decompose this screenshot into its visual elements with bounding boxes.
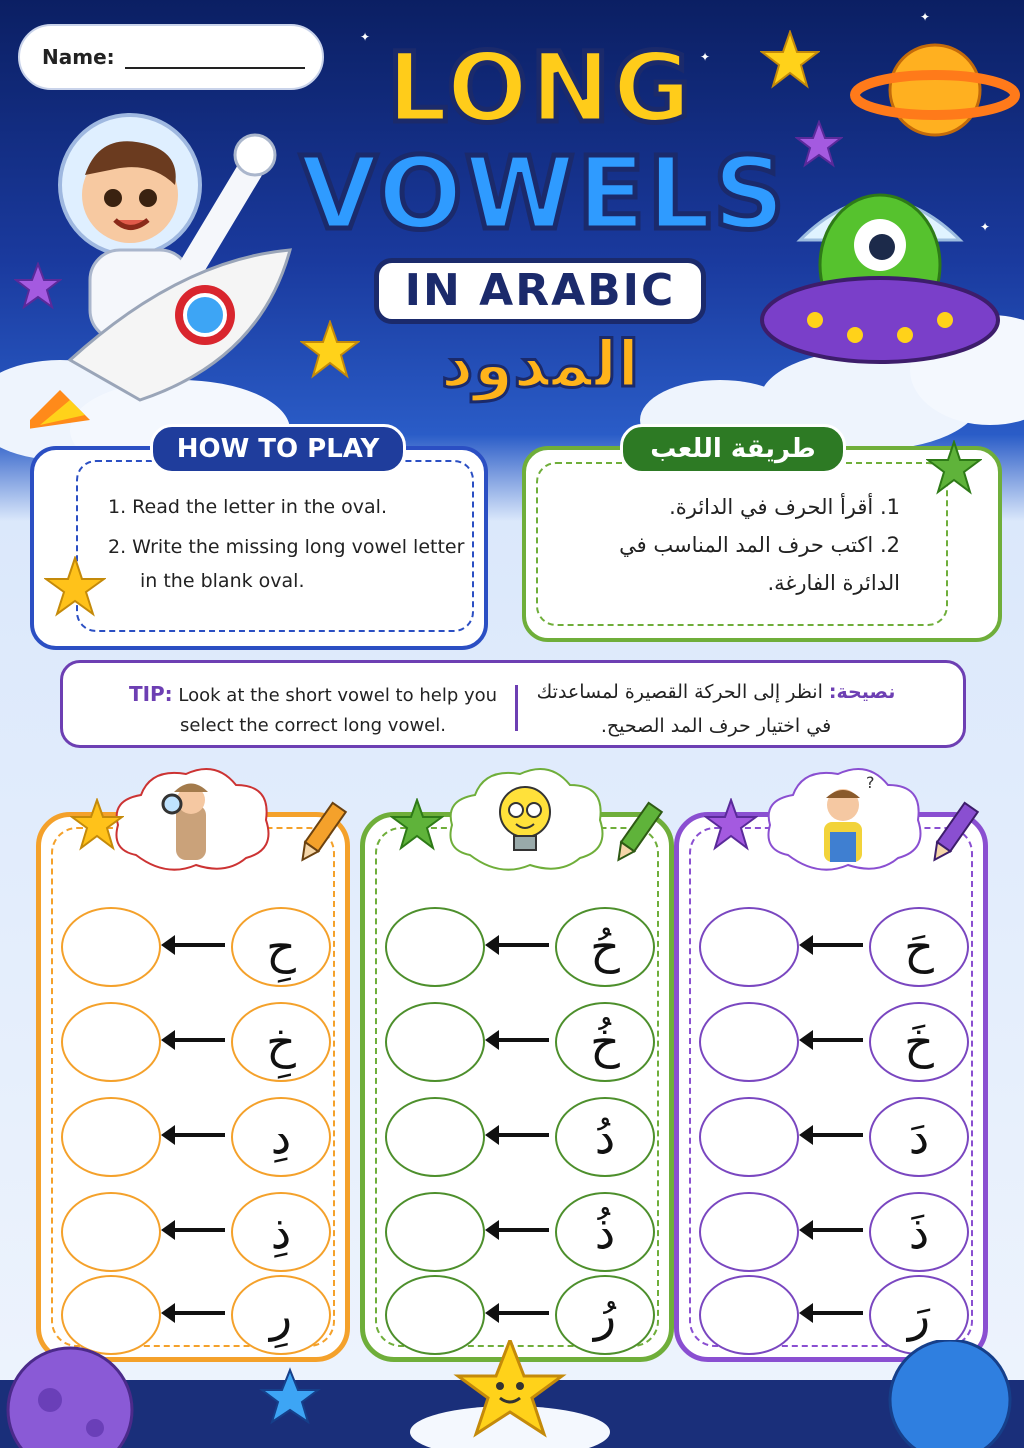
exercise-row bbox=[699, 1097, 969, 1181]
sparkle-icon: ✦ bbox=[920, 10, 931, 24]
letter-oval: ذُ bbox=[555, 1192, 655, 1272]
arrow-left-icon bbox=[811, 1133, 863, 1137]
star-icon bbox=[795, 120, 843, 168]
exercise-row bbox=[699, 1002, 969, 1086]
letter-oval: حِ bbox=[231, 907, 331, 987]
arrow-left-icon bbox=[497, 1311, 549, 1315]
letter-oval: خُ bbox=[555, 1002, 655, 1082]
star-icon bbox=[390, 798, 444, 852]
answer-oval[interactable] bbox=[61, 907, 161, 987]
letter-oval: دِ bbox=[231, 1097, 331, 1177]
exercise-column-fatha bbox=[674, 812, 988, 1362]
arabic-rule-item: 2. اكتب حرف المد المناسب في الدائرة الفارغة. bbox=[619, 533, 900, 595]
tip-text: Look at the short vowel to help you select the correct long vowel. bbox=[178, 685, 498, 736]
sparkle-icon: ✦ bbox=[360, 30, 371, 44]
arrow-left-icon bbox=[173, 1038, 225, 1042]
arrow-left-icon bbox=[173, 943, 225, 947]
title-line-3: IN ARABIC bbox=[374, 258, 707, 324]
letter-oval: ذِ bbox=[231, 1192, 331, 1272]
tip-arabic-text: انظر إلى الحركة القصيرة لمساعدتك في اختيار حرف المد الصحيح. bbox=[536, 681, 832, 737]
sparkle-icon: ✦ bbox=[980, 220, 991, 234]
arabic-instructions-rules bbox=[560, 488, 900, 602]
tip-arabic-label: نصيحة: bbox=[828, 681, 896, 703]
how-to-play-label: HOW TO PLAY bbox=[150, 424, 406, 474]
letter-oval: رَ bbox=[869, 1275, 969, 1355]
tip-panel bbox=[60, 660, 966, 748]
answer-oval[interactable] bbox=[699, 1097, 799, 1177]
exercise-row bbox=[385, 1097, 655, 1181]
exercise-row bbox=[385, 1002, 655, 1086]
letter-oval: رُ bbox=[555, 1275, 655, 1355]
star-icon bbox=[44, 556, 106, 618]
answer-oval[interactable] bbox=[385, 907, 485, 987]
thinking-boy-cloud-illustration bbox=[758, 760, 928, 878]
pencil-icon bbox=[928, 796, 980, 868]
arrow-left-icon bbox=[811, 1311, 863, 1315]
answer-oval[interactable] bbox=[61, 1097, 161, 1177]
rule-item: 1. Read the letter in the oval. bbox=[108, 496, 387, 518]
letter-oval: دُ bbox=[555, 1097, 655, 1177]
detective-girl-cloud-illustration bbox=[106, 760, 276, 878]
pencil-icon bbox=[296, 796, 348, 868]
worksheet-title bbox=[300, 32, 787, 402]
answer-oval[interactable] bbox=[385, 1097, 485, 1177]
exercise-row bbox=[699, 907, 969, 991]
star-icon bbox=[14, 262, 62, 310]
answer-oval[interactable] bbox=[61, 1192, 161, 1272]
arabic-rule-item: 1. أقرأ الحرف في الدائرة. bbox=[669, 495, 900, 519]
arabic-instructions-label: طريقة اللعب bbox=[620, 424, 846, 474]
name-label: Name: bbox=[42, 45, 115, 69]
answer-oval[interactable] bbox=[699, 907, 799, 987]
letter-oval: ذَ bbox=[869, 1192, 969, 1272]
star-icon bbox=[70, 798, 124, 852]
sparkle-icon: ✦ bbox=[700, 50, 711, 64]
answer-oval[interactable] bbox=[699, 1002, 799, 1082]
arrow-left-icon bbox=[173, 1133, 225, 1137]
letter-oval: رِ bbox=[231, 1275, 331, 1355]
answer-oval[interactable] bbox=[385, 1002, 485, 1082]
tip-label: TIP: bbox=[128, 682, 173, 706]
letter-oval: حَ bbox=[869, 907, 969, 987]
bottom-space-decoration bbox=[0, 1340, 1024, 1448]
answer-oval[interactable] bbox=[385, 1192, 485, 1272]
alien-ufo-illustration bbox=[760, 170, 1010, 390]
rule-item: 2. Write the missing long vowel letter in the blank oval. bbox=[108, 536, 465, 592]
planet-illustration bbox=[850, 30, 1020, 150]
exercise-row bbox=[61, 907, 331, 991]
star-icon bbox=[704, 798, 758, 852]
tip-english bbox=[103, 679, 523, 741]
name-field[interactable] bbox=[18, 24, 324, 90]
arrow-left-icon bbox=[497, 1038, 549, 1042]
title-arabic: المدود bbox=[440, 328, 640, 402]
title-line-2: VOWELS bbox=[300, 135, 787, 252]
tip-divider bbox=[515, 685, 518, 731]
arrow-left-icon bbox=[497, 943, 549, 947]
letter-oval: حُ bbox=[555, 907, 655, 987]
lightbulb-character-cloud-illustration bbox=[440, 760, 610, 878]
letter-oval: دَ bbox=[869, 1097, 969, 1177]
arrow-left-icon bbox=[811, 943, 863, 947]
exercise-row bbox=[385, 907, 655, 991]
letter-oval: خَ bbox=[869, 1002, 969, 1082]
exercise-row bbox=[699, 1192, 969, 1276]
exercise-row bbox=[61, 1097, 331, 1181]
arrow-left-icon bbox=[497, 1228, 549, 1232]
exercise-column-kasra bbox=[36, 812, 350, 1362]
letter-oval: خِ bbox=[231, 1002, 331, 1082]
exercise-row bbox=[61, 1192, 331, 1276]
name-blank-line[interactable] bbox=[125, 45, 305, 69]
exercise-row bbox=[61, 1002, 331, 1086]
arrow-left-icon bbox=[497, 1133, 549, 1137]
answer-oval[interactable] bbox=[61, 1002, 161, 1082]
arrow-left-icon bbox=[811, 1228, 863, 1232]
arrow-left-icon bbox=[173, 1311, 225, 1315]
astronaut-rocket-illustration bbox=[30, 100, 320, 430]
title-line-1: LONG bbox=[386, 32, 694, 144]
svg-text:?: ? bbox=[866, 773, 875, 792]
exercise-column-damma bbox=[360, 812, 674, 1362]
exercise-row bbox=[385, 1192, 655, 1276]
star-icon bbox=[926, 440, 982, 496]
tip-arabic bbox=[531, 675, 901, 743]
answer-oval[interactable] bbox=[699, 1192, 799, 1272]
how-to-play-rules bbox=[108, 490, 468, 604]
arrow-left-icon bbox=[811, 1038, 863, 1042]
pencil-icon bbox=[612, 796, 664, 868]
arrow-left-icon bbox=[173, 1228, 225, 1232]
